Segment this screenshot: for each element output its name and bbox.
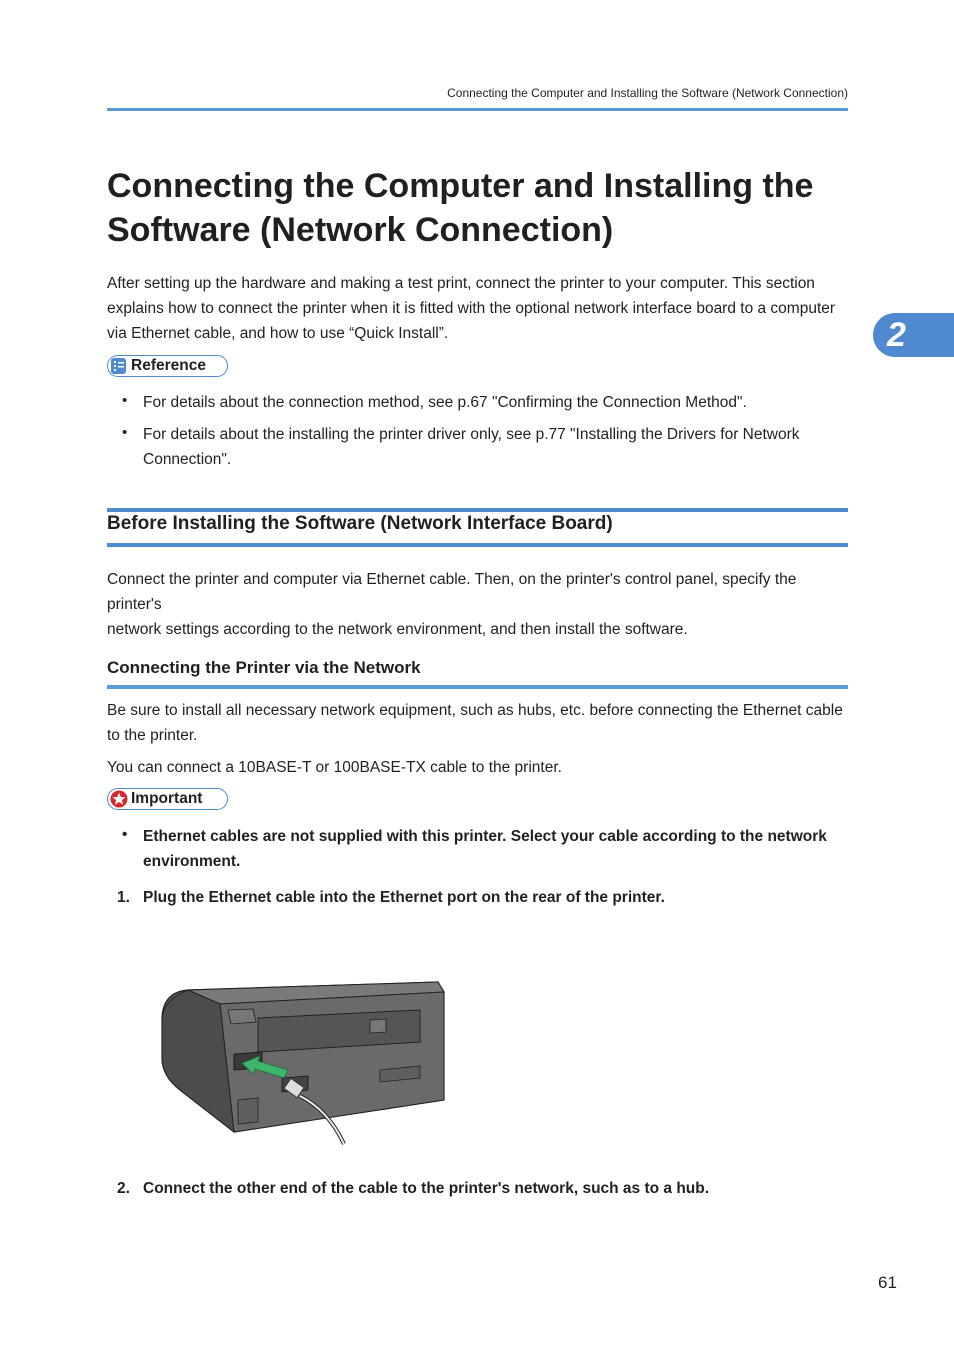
cable-type-line: You can connect a 10BASE-T or 100BASE-TX cable to the printer. — [107, 759, 562, 776]
intro-paragraph — [107, 271, 848, 346]
bullet-icon: • — [122, 826, 128, 843]
page-title — [107, 164, 848, 252]
section-line-1: Connect the printer and computer via Ethernet cable. Then, on the printer's control panel, specify the printer's — [107, 571, 797, 613]
step-1-number: 1. — [117, 889, 130, 906]
subsection-heading: Connecting the Printer via the Network — [107, 658, 421, 677]
reference-item-2 — [143, 422, 848, 472]
subsection-line-2: to the printer. — [107, 727, 198, 744]
reference-label — [107, 355, 228, 377]
chapter-tab — [873, 313, 954, 357]
important-item — [143, 824, 848, 874]
header-rule — [107, 108, 848, 111]
chapter-number: 2 — [887, 316, 906, 354]
intro-line-2: explains how to connect the printer when it is fitted with the optional network interface board to a computer — [107, 300, 836, 317]
section-rule-bottom — [107, 543, 848, 547]
intro-line-1: After setting up the hardware and making a test print, connect the printer to your computer. This section — [107, 275, 815, 292]
important-star-icon — [109, 790, 129, 808]
running-header: Connecting the Computer and Installing the Software (Network Connection) — [447, 86, 848, 100]
reference-item-1 — [143, 390, 848, 415]
bullet-icon: • — [122, 424, 128, 441]
section-rule-top — [107, 508, 848, 512]
reference-item-1-line-1: For details about the connection method, see p.67 "Confirming the Connection Method". — [143, 394, 747, 411]
step-1-text: Plug the Ethernet cable into the Ethernet port on the rear of the printer. — [143, 889, 665, 906]
section-paragraph — [107, 567, 848, 642]
important-label-text: Important — [131, 790, 203, 807]
subsection-line-1: Be sure to install all necessary network equipment, such as hubs, etc. before connecting the Ethernet cable — [107, 702, 843, 719]
reference-label-text: Reference — [131, 357, 206, 374]
subsection-paragraph — [107, 698, 848, 748]
printer-ethernet-illustration — [158, 960, 448, 1150]
reference-item-2-line-2: Connection". — [143, 451, 232, 468]
important-label — [107, 788, 228, 810]
section-heading: Before Installing the Software (Network Interface Board) — [107, 513, 613, 534]
subsection-rule — [107, 685, 848, 689]
page-number: 61 — [878, 1273, 897, 1292]
section-line-2: network settings according to the network environment, and then install the software. — [107, 621, 688, 638]
important-item-line-1: Ethernet cables are not supplied with this printer. Select your cable according to the network — [143, 828, 827, 845]
important-item-line-2: environment. — [143, 853, 241, 870]
bullet-icon: • — [122, 392, 128, 409]
printer-body — [162, 982, 444, 1132]
step-2-text: Connect the other end of the cable to the printer's network, such as to a hub. — [143, 1180, 710, 1197]
intro-line-3: via Ethernet cable, and how to use “Quick Install”. — [107, 325, 449, 342]
step-2-number: 2. — [117, 1180, 130, 1197]
page-title-line-2: Software (Network Connection) — [107, 211, 614, 249]
cable-type-paragraph — [107, 755, 848, 780]
page-title-line-1: Connecting the Computer and Installing the — [107, 167, 814, 205]
reference-item-2-line-1: For details about the installing the printer driver only, see p.77 "Installing the Drivers for Network — [143, 426, 800, 443]
reference-book-icon — [109, 357, 129, 375]
